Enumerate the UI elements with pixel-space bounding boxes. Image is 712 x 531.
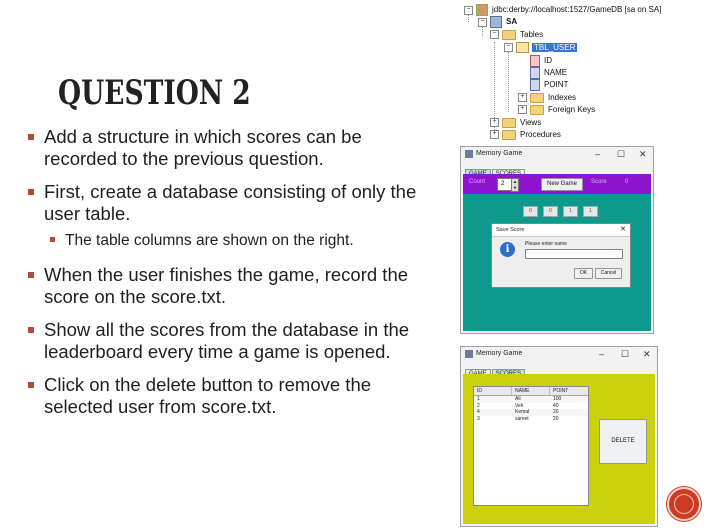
memory-card[interactable]: 0 bbox=[543, 206, 558, 217]
column-header-point[interactable]: POINT bbox=[553, 388, 569, 394]
table-header bbox=[474, 387, 588, 396]
maximize-icon[interactable]: ☐ bbox=[617, 149, 626, 159]
bullet-marker bbox=[50, 237, 55, 242]
bullet-item: Add a structure in which scores can be recorded to the previous question. bbox=[28, 126, 418, 170]
tree-views-node[interactable]: + Views bbox=[490, 117, 541, 129]
folder-icon bbox=[502, 118, 516, 128]
tab-bar bbox=[465, 362, 526, 372]
app-icon bbox=[465, 150, 473, 158]
info-icon: i bbox=[500, 242, 515, 257]
game-toolbar bbox=[463, 174, 651, 194]
slide-title: QUESTION 2 bbox=[58, 73, 251, 113]
tree-column-node[interactable]: ID bbox=[530, 55, 552, 67]
table-row[interactable]: 1 Ali 100 bbox=[474, 396, 588, 403]
bullet-item: Show all the scores from the database in the leaderboard every time a game is opened. bbox=[28, 319, 418, 363]
column-icon bbox=[530, 79, 540, 91]
minimize-icon[interactable]: – bbox=[599, 349, 605, 359]
expand-toggle-icon[interactable]: + bbox=[518, 105, 527, 114]
table-row[interactable]: 4 Kemal 20 bbox=[474, 409, 588, 416]
bullet-marker bbox=[28, 327, 34, 333]
sub-bullet-item: The table columns are shown on the right. bbox=[28, 231, 418, 250]
app-icon bbox=[465, 350, 473, 358]
tree-foreign-keys-node[interactable]: + Foreign Keys bbox=[518, 104, 595, 116]
column-header-id[interactable]: ID bbox=[474, 387, 512, 395]
database-tree bbox=[464, 4, 664, 144]
tree-table-node[interactable]: − TBL_USER bbox=[504, 42, 577, 54]
column-header-name[interactable]: NAME bbox=[512, 387, 550, 395]
score-label: Score bbox=[591, 179, 607, 185]
save-score-dialog bbox=[491, 223, 631, 288]
bullet-item: When the user finishes the game, record the score on the score.txt. bbox=[28, 264, 418, 308]
primary-key-column-icon bbox=[530, 55, 540, 67]
bullet-marker bbox=[28, 134, 34, 140]
window-titlebar: Memory Game – ☐ ✕ bbox=[461, 147, 653, 161]
record-ring-icon bbox=[674, 494, 694, 514]
count-label: Count bbox=[469, 179, 486, 185]
collapse-toggle-icon[interactable]: − bbox=[478, 18, 487, 27]
bullet-item: Click on the delete button to remove the selected user from score.txt. bbox=[28, 374, 418, 418]
tree-column-node[interactable]: POINT bbox=[530, 79, 568, 91]
bullet-marker bbox=[28, 382, 34, 388]
maximize-icon[interactable]: ☐ bbox=[621, 349, 630, 359]
collapse-toggle-icon[interactable]: − bbox=[504, 43, 513, 52]
close-icon[interactable]: ✕ bbox=[620, 226, 626, 233]
table-icon bbox=[516, 42, 529, 53]
score-value: 0 bbox=[625, 179, 629, 185]
folder-icon bbox=[502, 30, 516, 40]
game-board bbox=[463, 194, 651, 331]
column-icon bbox=[530, 67, 540, 79]
bullet-item: First, create a database consisting of only the user table. bbox=[28, 181, 418, 225]
table-body bbox=[474, 396, 588, 422]
scores-table[interactable] bbox=[473, 386, 589, 506]
stepper-arrows-icon[interactable]: ▲ ▼ bbox=[511, 178, 519, 192]
memory-card[interactable]: 1 bbox=[563, 206, 578, 217]
scores-window bbox=[460, 346, 658, 527]
folder-icon bbox=[530, 93, 544, 103]
dialog-prompt: Please enter name bbox=[525, 241, 567, 247]
bullet-marker bbox=[28, 189, 34, 195]
table-row[interactable]: 2 Veli 40 bbox=[477, 402, 559, 409]
tab-bar bbox=[465, 162, 526, 172]
close-icon[interactable]: ✕ bbox=[639, 149, 647, 159]
schema-icon bbox=[490, 16, 502, 28]
ok-button[interactable]: OK bbox=[574, 268, 593, 279]
delete-button[interactable]: DELETE bbox=[599, 419, 647, 464]
window-titlebar: Memory Game – ☐ ✕ bbox=[461, 347, 657, 361]
tree-column-node[interactable]: NAME bbox=[530, 67, 567, 79]
count-stepper[interactable]: 2 bbox=[497, 178, 516, 191]
cancel-button[interactable]: Cancel bbox=[595, 268, 622, 279]
table-row[interactable]: 3 samet 20 bbox=[477, 415, 559, 422]
game-window bbox=[460, 146, 654, 334]
database-connection-icon bbox=[476, 4, 488, 16]
minimize-icon[interactable]: – bbox=[595, 149, 601, 159]
tree-indexes-node[interactable]: + Indexes bbox=[518, 92, 576, 104]
expand-toggle-icon[interactable]: + bbox=[518, 93, 527, 102]
new-game-button[interactable]: New Game bbox=[541, 178, 583, 191]
dialog-title: Save Score ✕ bbox=[492, 224, 630, 237]
record-button[interactable] bbox=[667, 487, 701, 521]
tree-tables-node[interactable]: − Tables bbox=[490, 29, 543, 41]
expand-toggle-icon[interactable]: + bbox=[490, 118, 499, 127]
tree-procedures-node[interactable]: + Procedures bbox=[490, 129, 561, 141]
bullet-marker bbox=[28, 272, 34, 278]
name-input[interactable] bbox=[525, 249, 623, 259]
memory-card[interactable]: 0 bbox=[523, 206, 538, 217]
expand-toggle-icon[interactable]: + bbox=[490, 130, 499, 139]
close-icon[interactable]: ✕ bbox=[643, 349, 651, 359]
collapse-toggle-icon[interactable]: − bbox=[464, 6, 473, 15]
tree-schema-node[interactable]: − SA bbox=[478, 16, 517, 28]
memory-card[interactable]: 1 bbox=[583, 206, 598, 217]
folder-icon bbox=[502, 130, 516, 140]
tree-connection-node[interactable]: − jdbc:derby://localhost:1527/GameDB [sa on SA] bbox=[464, 4, 661, 16]
collapse-toggle-icon[interactable]: − bbox=[490, 30, 499, 39]
folder-icon bbox=[530, 105, 544, 115]
bullet-list bbox=[28, 126, 418, 429]
scores-panel bbox=[463, 374, 655, 524]
